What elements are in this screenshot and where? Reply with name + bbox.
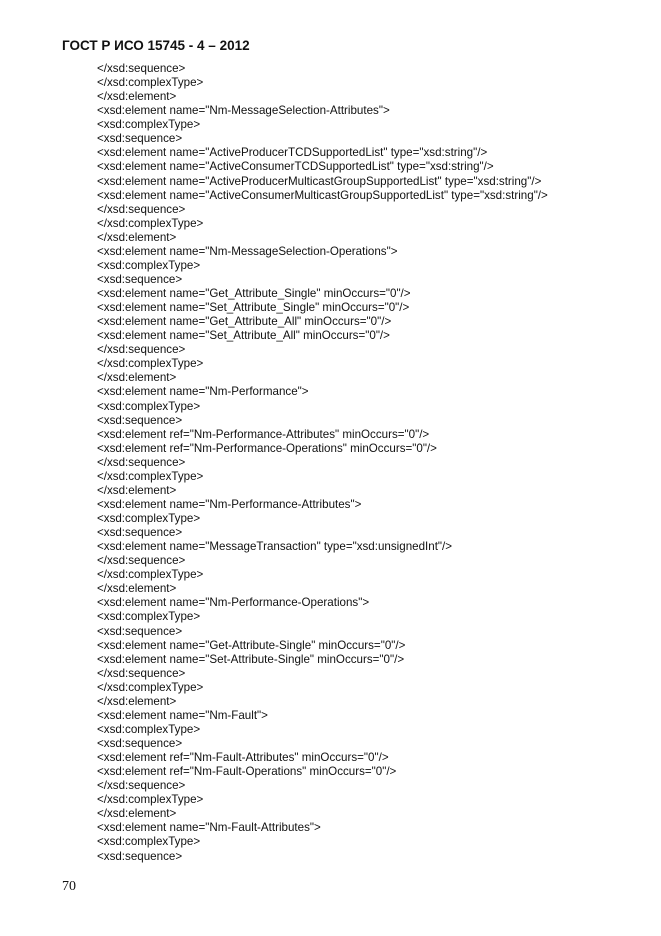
code-line: <xsd:element name="Set-Attribute-Single" minOccurs="0"/>	[97, 652, 405, 666]
code-line: <xsd:element name="Nm-Fault-Attributes">	[97, 821, 321, 835]
code-line: </xsd:complexType>	[97, 568, 204, 582]
code-line: </xsd:sequence>	[97, 554, 186, 568]
code-line: <xsd:sequence>	[97, 624, 183, 638]
code-line: <xsd:sequence>	[97, 413, 183, 427]
code-line: </xsd:sequence>	[97, 202, 186, 216]
code-line: <xsd:element name="Nm-MessageSelection-Attributes">	[97, 104, 390, 118]
code-line: <xsd:element name="Set_Attribute_All" minOccurs="0"/>	[97, 329, 390, 343]
code-line: </xsd:sequence>	[97, 455, 186, 469]
code-line: <xsd:element ref="Nm-Performance-Operations" minOccurs="0"/>	[97, 441, 437, 455]
code-line: <xsd:element name="ActiveProducerTCDSupportedList" type="xsd:string"/>	[97, 146, 488, 160]
code-line: <xsd:element name="ActiveConsumerTCDSupportedList" type="xsd:string"/>	[97, 160, 494, 174]
code-line: </xsd:complexType>	[97, 469, 204, 483]
code-line: <xsd:complexType>	[97, 722, 201, 736]
code-line: </xsd:sequence>	[97, 779, 186, 793]
code-line: <xsd:sequence>	[97, 272, 183, 286]
code-line: <xsd:element name="Set_Attribute_Single" minOccurs="0"/>	[97, 301, 410, 315]
page-number: 70	[62, 879, 76, 894]
code-line: <xsd:element name="Nm-Fault">	[97, 708, 268, 722]
code-line: </xsd:element>	[97, 90, 177, 104]
code-line: <xsd:element name="Get-Attribute-Single" minOccurs="0"/>	[97, 638, 406, 652]
code-line: <xsd:element name="Get_Attribute_All" minOccurs="0"/>	[97, 315, 392, 329]
code-line: </xsd:complexType>	[97, 216, 204, 230]
code-line: <xsd:complexType>	[97, 118, 201, 132]
code-line: <xsd:element ref="Nm-Fault-Attributes" minOccurs="0"/>	[97, 751, 389, 765]
xsd-code-block	[97, 62, 548, 864]
code-line: <xsd:element name="ActiveConsumerMulticastGroupSupportedList" type="xsd:string"/>	[97, 188, 548, 202]
code-line: </xsd:element>	[97, 483, 177, 497]
code-line: </xsd:complexType>	[97, 357, 204, 371]
code-line: <xsd:complexType>	[97, 258, 201, 272]
code-line: </xsd:sequence>	[97, 343, 186, 357]
code-line: </xsd:element>	[97, 694, 177, 708]
document-header: ГОСТ Р ИСО 15745 - 4 – 2012	[62, 38, 250, 53]
code-line: <xsd:sequence>	[97, 526, 183, 540]
code-line: <xsd:element name="Nm-Performance-Attributes">	[97, 497, 362, 511]
code-line: <xsd:element name="Nm-Performance">	[97, 385, 309, 399]
code-line: <xsd:element name="ActiveProducerMulticastGroupSupportedList" type="xsd:string"/>	[97, 174, 542, 188]
code-line: </xsd:sequence>	[97, 666, 186, 680]
code-line: </xsd:element>	[97, 582, 177, 596]
code-line: </xsd:element>	[97, 807, 177, 821]
code-line: <xsd:element name="Nm-MessageSelection-Operations">	[97, 244, 398, 258]
code-line: </xsd:sequence>	[97, 62, 186, 75]
code-line: </xsd:complexType>	[97, 793, 204, 807]
code-line: <xsd:sequence>	[97, 737, 183, 750]
code-line: <xsd:element ref="Nm-Performance-Attributes" minOccurs="0"/>	[97, 427, 430, 441]
code-line: <xsd:element name="Nm-Performance-Operations">	[97, 596, 370, 610]
code-line: <xsd:element ref="Nm-Fault-Operations" minOccurs="0"/>	[97, 765, 397, 779]
code-line: <xsd:sequence>	[97, 132, 183, 146]
code-line: <xsd:complexType>	[97, 399, 201, 413]
code-line: <xsd:complexType>	[97, 835, 201, 849]
code-line: <xsd:sequence>	[97, 849, 183, 863]
code-line: <xsd:element name="MessageTransaction" type="xsd:unsignedInt"/>	[97, 540, 453, 554]
code-line: </xsd:element>	[97, 371, 177, 385]
code-line: </xsd:complexType>	[97, 76, 204, 90]
code-line: <xsd:complexType>	[97, 610, 201, 624]
code-line: <xsd:element name="Get_Attribute_Single" minOccurs="0"/>	[97, 287, 411, 300]
code-line: </xsd:complexType>	[97, 680, 204, 694]
code-line: </xsd:element>	[97, 230, 177, 244]
code-line: <xsd:complexType>	[97, 512, 201, 525]
